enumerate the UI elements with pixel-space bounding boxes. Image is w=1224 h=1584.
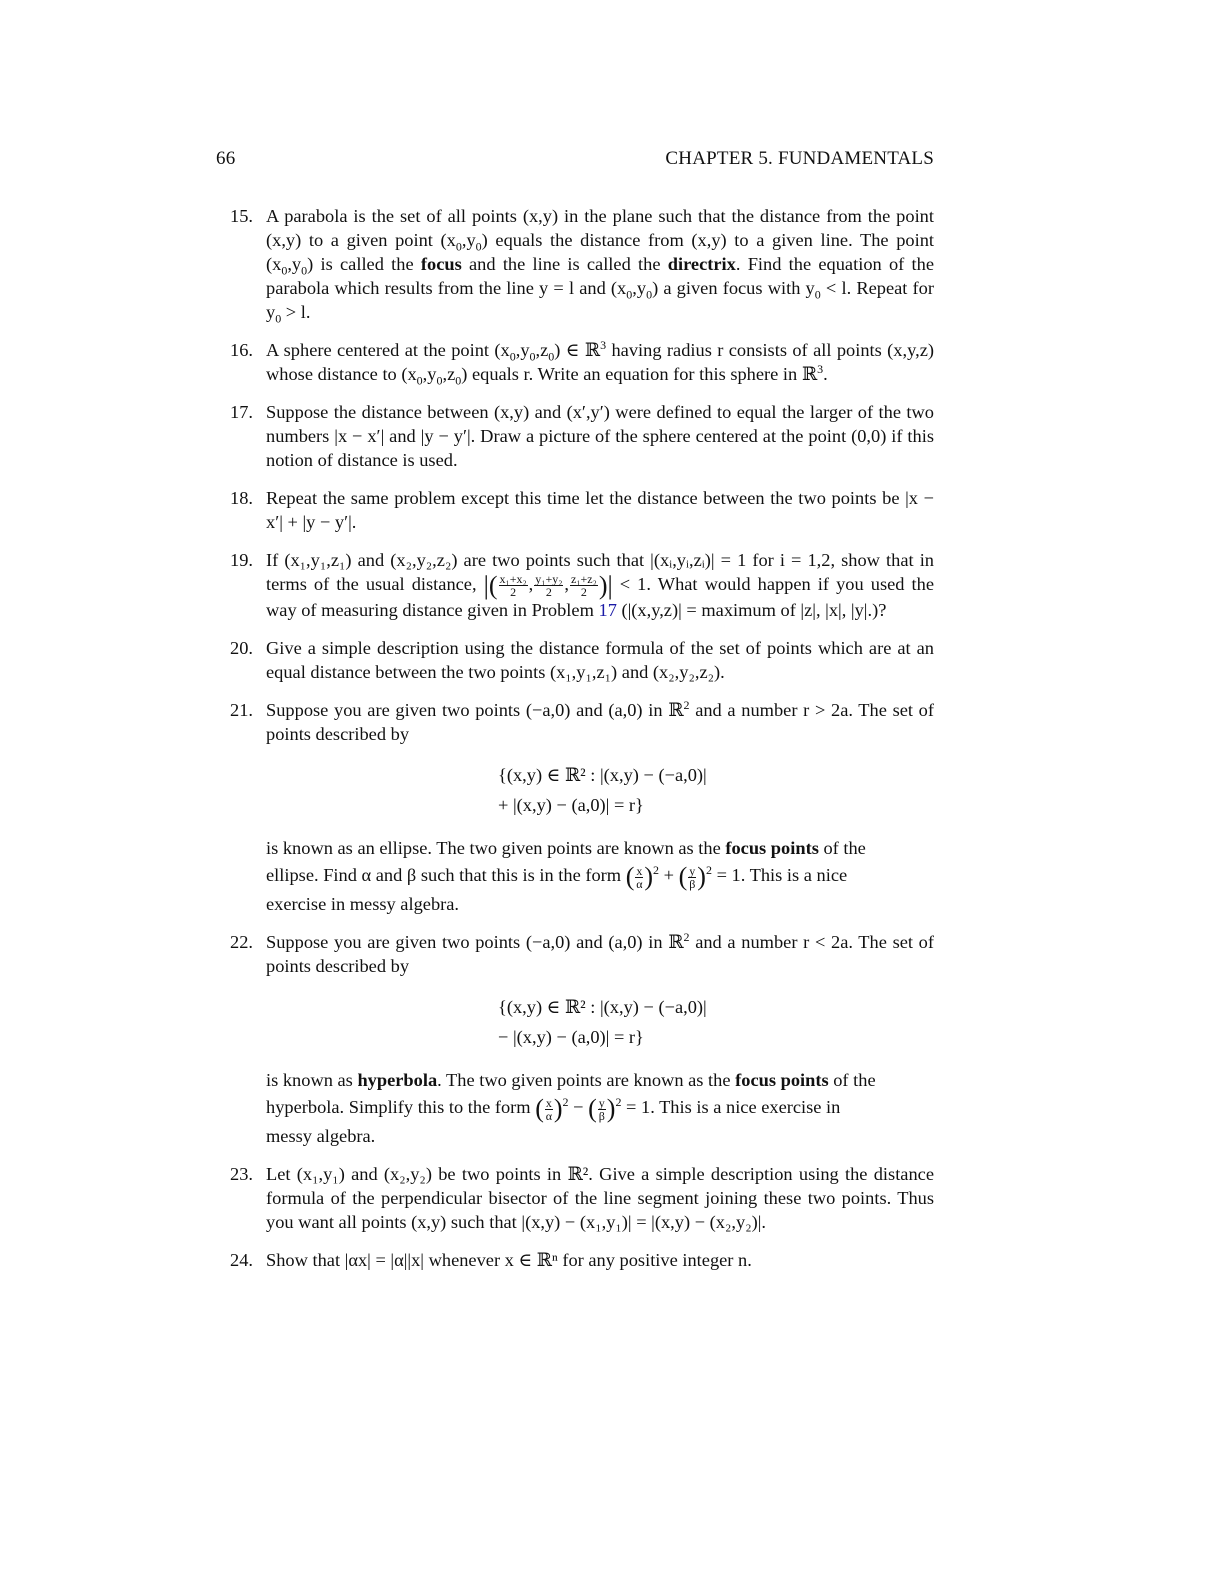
fraction: [635, 865, 643, 890]
denominator: α: [545, 1108, 552, 1123]
problem-text: ) ∈ ℝ: [554, 340, 601, 360]
problem-number: 21.: [230, 700, 253, 721]
problem-text: ,y: [422, 364, 437, 384]
subscript: 0: [509, 349, 516, 364]
exercise-list: [230, 204, 934, 1286]
problem-text: ,y: [461, 230, 476, 250]
subscript: 0: [275, 311, 282, 326]
problem-23: [230, 1162, 934, 1234]
problem-text: < l. Repeat for y: [266, 278, 935, 322]
subscript: 0: [626, 287, 633, 302]
subscript: 0: [646, 287, 653, 302]
fraction: [534, 573, 563, 598]
term-hyperbola: hyperbola: [357, 1070, 438, 1091]
numerator: y₁+y₂: [535, 572, 563, 587]
problem-text: hyperbola. Simplify this to the form: [266, 1097, 536, 1118]
problem-number: 23.: [230, 1164, 253, 1185]
problem-text: (|(x,y,z)| = maximum of |z|, |x|, |y|.)?: [616, 600, 887, 621]
problem-text: Suppose the distance between (x,y) and (x′,y′) were defined to equal the larger of the two numbers |x − x′| and |y − y′|. Draw a picture of the sphere centered at the point (0,0) if this notion of distance is used.: [266, 402, 934, 470]
problem-text: .: [823, 364, 828, 384]
problem-text: A parabola is the set of all points (x,y) in the plane such that the distance from the point (x,y) to a given point (x: [266, 206, 934, 250]
paren: (: [588, 1094, 597, 1124]
paren: ): [553, 1094, 563, 1124]
problem-text: . The two given points are known as the: [437, 1070, 736, 1091]
problem-text: ) equals the distance from (x,y) to a given line. The point (x: [266, 230, 934, 274]
problem-text: Let (x₁,y₁) and (x₂,y₂) be two points in ℝ². Give a simple description using the distance formula of the perpendicular bisector of the line segment joining these two points. Thus you want all points (x,y) such that |(x,y) − (x₁,y₁)| = |(x,y) − (x₂,y₂)|.: [266, 1164, 934, 1233]
paren: ): [606, 1094, 616, 1124]
superscript: 2: [683, 698, 690, 713]
problem-number: 17.: [230, 402, 253, 422]
problem-number: 22.: [230, 932, 253, 953]
subscript: 0: [301, 263, 308, 278]
fraction: [499, 573, 528, 598]
denominator: β: [598, 1108, 605, 1123]
problem-text: and a number r < 2a. The set of points described by: [266, 932, 935, 977]
term-focus-points: focus points: [725, 838, 819, 859]
fraction: [598, 1097, 606, 1122]
paren: (: [678, 862, 688, 892]
problem-16: [230, 338, 934, 386]
display-equation: [266, 760, 934, 820]
numerator: x: [545, 1095, 552, 1110]
abs-paren-open: |(: [483, 571, 498, 600]
problem-text: If (x₁,y₁,z₁) and (x₂,y₂,z₂) are two points such that |(xᵢ,yᵢ,zᵢ)| = 1 for i = 1,2, show: [266, 550, 880, 570]
superscript: 2: [705, 863, 712, 878]
fraction: [570, 573, 598, 598]
numerator: y: [689, 863, 696, 878]
denominator: 2: [580, 585, 587, 600]
problem-text: < 1. What would happen if: [612, 574, 830, 594]
page-number: 66: [216, 148, 236, 169]
numerator: z₁+z₂: [571, 572, 597, 587]
problem-text: having radius r consists of all points (x,y,z) whose distance to (x: [266, 340, 934, 384]
problem-text: ,y: [515, 340, 530, 360]
subscript: 0: [455, 239, 462, 254]
numerator: y: [598, 1095, 605, 1110]
problem-text: = 1. This is a nice exercise in: [621, 1097, 841, 1118]
problem-text: ) a given focus with y: [652, 278, 815, 298]
denominator: α: [636, 876, 643, 891]
problem-text: ) is called the: [307, 254, 421, 274]
problem-number: 16.: [230, 340, 253, 360]
running-header: [216, 148, 934, 170]
paragraph: [266, 836, 934, 916]
problem-17: [230, 400, 934, 472]
subscript: 0: [548, 349, 555, 364]
numerator: x₁+x₂: [499, 572, 527, 587]
problem-21: [230, 698, 934, 916]
problem-18: [230, 486, 934, 534]
problem-text: ,y: [632, 278, 647, 298]
denominator: 2: [510, 585, 517, 600]
fraction: [688, 865, 696, 890]
problem-15: [230, 204, 934, 324]
subscript: 0: [436, 373, 443, 388]
problem-19: 19. If (x₁,y₁,z₁) and (x₂,y₂,z₂) are two points such that |(xᵢ,yᵢ,zᵢ)| = 1 for i = 1,2, show that in terms of the usual distance, |( $\frac{\text{x₁+x₂}}{2}$ , $\frac{\text{y₁+y₂}}{2}$ , $\frac{\text{z₁+z₂}}{2}$ )| < 1. What would happen if you used the way of measuring distance given in Problem 17 (|(x,y,z)| = maximum of |z|, |x|, |y|.)?: [230, 550, 934, 621]
subscript: 0: [281, 263, 288, 278]
equation-line: + |(x,y) − (a,0)| = r}: [498, 795, 644, 816]
equation-line: {(x,y) ∈ ℝ² : |(x,y) − (−a,0)|: [498, 765, 707, 786]
denominator: 2: [545, 585, 552, 600]
fraction: [545, 1097, 553, 1122]
problem-text: ) equals r. Write an equation for this sphere in ℝ: [461, 364, 818, 384]
problem-20: [230, 636, 934, 684]
problem-22: [230, 930, 934, 1148]
superscript: 2: [683, 930, 690, 945]
problem-text: ,z: [535, 340, 549, 360]
problem-text: and the line is called the: [461, 254, 668, 274]
term-directrix: directrix: [667, 254, 736, 274]
problem-text: is known as an ellipse. The two given points are known as the: [266, 838, 726, 859]
problem-text: Repeat the same problem except this time let the distance between the two points be |x − x′| + |y − y′|.: [266, 488, 934, 532]
superscript: 3: [600, 337, 607, 352]
subscript: 0: [814, 287, 821, 302]
problem-text: ,y: [287, 254, 302, 274]
denominator: β: [689, 876, 696, 891]
problem-text: > l.: [281, 302, 311, 322]
paren: (: [535, 1094, 544, 1124]
term-focus: focus: [420, 254, 462, 274]
problem-number: 15.: [230, 206, 253, 226]
superscript: 2: [562, 1095, 569, 1110]
problem-text: A sphere centered at the point (x: [266, 340, 510, 360]
problem-text: is known as: [266, 1070, 358, 1091]
problem-text: that in terms of the usual distance,: [266, 550, 934, 594]
form-line: ellipse. Find α and β such that this is in the form ( $\frac{x}{\alpha}$ )$^2$ + ( $\frac{y}{\beta}$ )$^2$ = 1. This is a nice: [266, 862, 848, 892]
problem-text: Give a simple description using the distance formula of the set of points which are at an equal distance between the two points (x₁,y₁,z₁) and (x₂,y₂,z₂).: [266, 638, 934, 683]
problem-text: Show that |αx| = |α||x| whenever x ∈ ℝⁿ for any positive integer n.: [266, 1250, 752, 1271]
paren: ): [644, 862, 654, 892]
problem-text: . Find the equation of the parabola which results from the line y = l and (x: [266, 254, 934, 298]
subscript: 0: [416, 373, 423, 388]
subscript: 0: [529, 349, 536, 364]
problem-text: you used the way of measuring distance given in Problem: [266, 574, 934, 621]
chapter-title: CHAPTER 5. FUNDAMENTALS: [665, 148, 934, 169]
problem-number: 20.: [230, 638, 253, 659]
problem-text: Suppose you are given two points (−a,0) and (a,0) in ℝ: [266, 700, 684, 721]
paren: ): [697, 862, 706, 892]
problem-text: ,z: [442, 364, 456, 384]
abs-paren-close: )|: [598, 571, 613, 600]
superscript: 3: [817, 361, 824, 376]
problem-text: exercise in messy algebra.: [266, 894, 460, 915]
problem-number: 19.: [230, 550, 253, 570]
display-equation: [266, 992, 934, 1052]
problem-17-link[interactable]: 17: [598, 600, 617, 621]
superscript: 2: [615, 1095, 622, 1110]
problem-text: ellipse. Find α and β such that this is in the form: [266, 865, 626, 886]
equation-line: {(x,y) ∈ ℝ² : |(x,y) − (−a,0)|: [498, 997, 707, 1018]
form-line: hyperbola. Simplify this to the form ( $\frac{x}{\alpha}$ )$^2$ − ( $\frac{y}{\beta}$ )$^2$ = 1. This is a nice exercise in: [266, 1094, 841, 1124]
superscript: 2: [653, 863, 660, 878]
term-focus-points: focus points: [735, 1070, 829, 1091]
subscript: 0: [455, 373, 462, 388]
problem-24: [230, 1248, 934, 1272]
problem-text: and a number r > 2a. The set of points described by: [266, 700, 935, 745]
problem-text: of the: [828, 1070, 876, 1091]
subscript: 0: [475, 239, 482, 254]
equation-line: − |(x,y) − (a,0)| = r}: [498, 1027, 644, 1048]
paragraph: [266, 1068, 934, 1148]
problem-text: = 1. This is a nice: [711, 865, 848, 886]
problem-text: of the: [818, 838, 866, 859]
paren: (: [625, 862, 635, 892]
problem-text: messy algebra.: [266, 1126, 376, 1147]
problem-number: 24.: [230, 1250, 253, 1271]
problem-number: 18.: [230, 488, 253, 508]
problem-text: Suppose you are given two points (−a,0) and (a,0) in ℝ: [266, 932, 684, 953]
numerator: x: [636, 863, 643, 878]
